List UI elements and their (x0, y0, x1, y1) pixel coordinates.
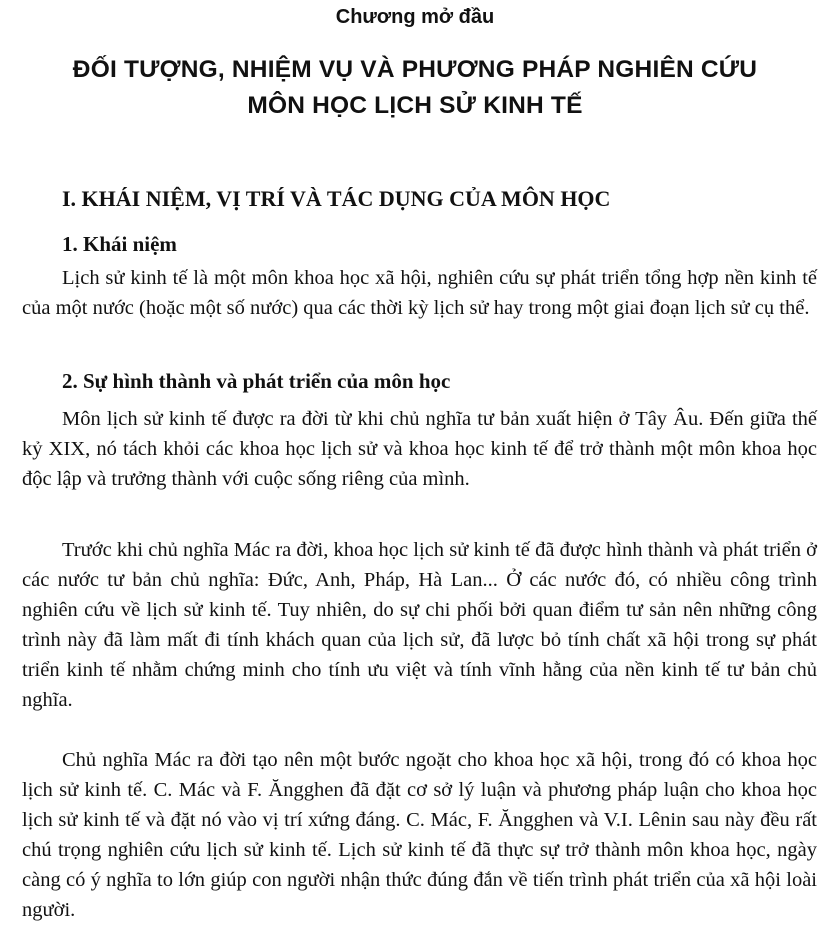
paragraph-concept: Lịch sử kinh tế là một môn khoa học xã hội, nghiên cứu sự phát triển tổng hợp nền kinh tế của một nước (hoặc một số nước) qua các thời kỳ lịch sử hay trong một giai đoạn lịch sử cụ thể. (22, 267, 817, 319)
chapter-title-line-2: MÔN HỌC LỊCH SỬ KINH TẾ (247, 92, 583, 119)
paragraph-origin: Môn lịch sử kinh tế được ra đời từ khi chủ nghĩa tư bản xuất hiện ở Tây Âu. Đến giữa thế kỷ XIX, nó tách khỏi các khoa học lịch sử và khoa học kinh tế để trở thành một môn khoa học độc lập và trưởng thành với cuộc sống riêng của mình. (22, 408, 817, 490)
paragraph-before-marx: Trước khi chủ nghĩa Mác ra đời, khoa học lịch sử kinh tế đã được hình thành và phát triển ở các nước tư bản chủ nghĩa: Đức, Anh, Pháp, Hà Lan... Ở các nước đó, có nhiều công trình nghiên cứu về lịch sử kinh tế. Tuy nhiên, do sự chi phối bởi quan điểm tư sản nên những công trình này đã làm mất đi tính khách quan của lịch sử, đã lược bỏ tính chất xã hội trong sự phát triển kinh tế nhằm chứng minh cho tính ưu việt và tính vĩnh hằng của nền kinh tế tư bản chủ nghĩa. (22, 539, 817, 711)
section-heading: I. KHÁI NIỆM, VỊ TRÍ VÀ TÁC DỤNG CỦA MÔN HỌC (62, 186, 611, 211)
subsection-heading-concept: 1. Khái niệm (62, 232, 177, 256)
chapter-title-line-1: ĐỐI TƯỢNG, NHIỆM VỤ VÀ PHƯƠNG PHÁP NGHIÊN CỨU (72, 56, 758, 83)
paragraph-marxism: Chủ nghĩa Mác ra đời tạo nên một bước ngoặt cho khoa học xã hội, trong đó có khoa học lịch sử kinh tế. C. Mác và F. Ăngghen đã đặt cơ sở lý luận và phương pháp luận cho khoa học lịch sử kinh tế và đặt nó vào vị trí xứng đáng. C. Mác, F. Ăngghen và V.I. Lênin sau này đều rất chú trọng nghiên cứu lịch sử kinh tế. Lịch sử kinh tế đã thực sự trở thành môn khoa học, ngày càng có ý nghĩa to lớn giúp con người nhận thức đúng đắn về tiến trình phát triển của xã hội loài người. (22, 749, 817, 921)
chapter-title (0, 52, 830, 124)
subsection-heading-formation: 2. Sự hình thành và phát triển của môn học (62, 369, 451, 393)
chapter-label: Chương mở đầu (335, 6, 495, 28)
